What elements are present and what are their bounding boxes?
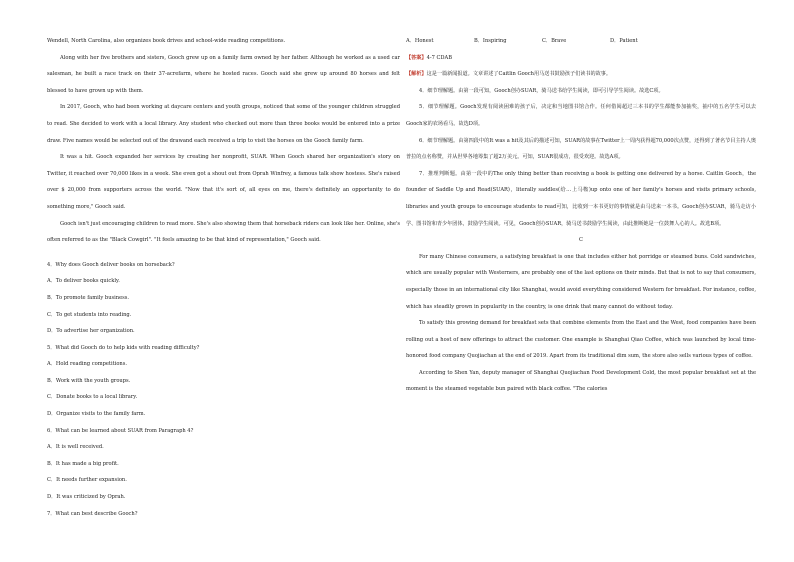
answer-tag: 【答案】 — [406, 54, 427, 61]
analysis-item: 6．细节理解题。由第四段中的It was a hit及其后的描述可知，SUAR的故事在Twitter上一周内获得超70,000次点赞，还得到了著名节目主持人奥普拉的点名称赞，并从世界各地筹集了超2万美元。可知，SUAR很成功，很受欢迎。故选A项。 — [406, 137, 756, 161]
right-column — [406, 33, 756, 398]
question-option: A．It is well received. — [47, 444, 104, 451]
left-column — [47, 33, 400, 522]
passage-paragraph: For many Chinese consumers, a satisfying breakfast is one that includes either hot porridge or steamed buns. Cold sandwiches, which are usually popular with Westerners, are probably one of the last options on their minds. But that is not to say that consumers, especially those in an international city like Shanghai, would avoid everything considered Western for breakfast. For instance, coffee, which has steadily grown in popularity in the country, is one drink that many cannot do without today. — [406, 253, 756, 310]
question-stem: 6．What can be learned about SUAR from Paragraph 4? — [47, 427, 194, 434]
question-option: C．Donate books to a local library. — [47, 394, 138, 401]
question-option: B．It has made a big profit. — [47, 460, 119, 467]
question-option: B．To promote family business. — [47, 294, 130, 301]
analysis-tag: 【解析】 — [406, 71, 427, 78]
question-option: C．Brave — [542, 38, 567, 44]
analysis-item: 4．细节理解题。由第一段可知，Gooch创办SUAR，骑马送书给学生阅读，即可引导学生阅读。故选C项。 — [419, 87, 664, 94]
passage-paragraph: Along with her five brothers and sisters, Gooch grew up on a family farm owned by her father. Although he worked as a used car salesman, he built a race track on their 37-acrefarm, where he hosted races. Gooch said she grew up around 80 horses and felt blessed to have grown up with them. — [47, 54, 400, 94]
section-letter: C — [579, 237, 583, 244]
analysis-item: 5．细节理解题。Gooch发现有阅读困难的孩子后，决定和当地图书馆合作。任何借阅超过三本书的学生都能参加抽奖，抽中的五名学生可以去Gooch家的农场看马。故选D项。 — [406, 104, 756, 127]
question-option: D．Patient — [610, 38, 638, 44]
question-option: B．Inspiring — [474, 38, 507, 44]
question-option: D．It was criticized by Oprah. — [47, 494, 126, 501]
question-option: B．Work with the youth groups. — [47, 377, 131, 384]
question-option: A．Honest — [406, 38, 434, 44]
question-option: A．Hold reading competitions. — [47, 361, 128, 368]
passage-paragraph: To satisfy this growing demand for breakfast sets that combine elements from the East and the West, food companies have been rolling out a host of new offerings to attract the customer. One example is Shanghai Qiao Coffee, which was launched by local time-honored food company Quojiachan at the end of 2019. Apart from its traditional dim sum, the store also sells various types of coffee. — [406, 320, 756, 360]
passage-paragraph: According to Shen Yan, deputy manager of Shanghai Quojiachan Food Development Cold, the most popular breakfast set at the moment is the steamed vegetable bun paired with black coffee. "The calories — [406, 369, 756, 393]
passage-paragraph: Gooch isn't just encouraging children to read more. She's also showing them that horseback riders can look like her. Online, she's often referred to as the "Black Cowgirl". "It feels amazing to be that kind of representation," Gooch said. — [47, 220, 400, 244]
question-option: A．To deliver books quickly. — [47, 278, 120, 285]
question-option: C．It needs further expansion. — [47, 477, 127, 484]
passage-paragraph: Wendell, North Carolina, also organizes book drives and school-wide reading competitions. — [47, 38, 286, 44]
passage-paragraph: It was a hit. Gooch expanded her services by creating her nonprofit, SUAR. When Gooch shared her organization's story on Twitter, it reached over 70,000 likes in a week. She even got a shout out from Oprah Winfrey, a famous talk show hostess. She's raised over $ 20,000 from supporters across the world. "Now that it's sort of, all eyes on me, there's definitely an opportunity to do something more," Gooch said. — [47, 154, 400, 210]
question-stem: 5．What did Gooch do to help kids with reading difficulty? — [47, 344, 200, 351]
question-option: D．To advertise her organization. — [47, 328, 135, 335]
answer-value: 4-7 CDAB — [426, 54, 453, 61]
passage-paragraph: In 2017, Gooch, who had been working at daycare centers and youth groups, noticed that some of the younger children struggled to read. She decided to work with a local library. Any student who checked out more than three books would be entered into a prize draw. Five names would be selected out of the drawand each received a trip to visit the horses on the Gooch family farm. — [47, 104, 400, 144]
question-option: D．Organize visits to the family farm. — [47, 411, 146, 418]
analysis-text: 这是一篇新闻报道。文章讲述了Caitlin Gooch用马送书鼓励孩子们读书的故事。 — [426, 71, 612, 78]
analysis-item: 7．推理判断题。由第一段中的The only thing better than receiving a book is getting one delivered by a horse. Caitlin Gooch，the founder of Saddle Up and Read(SUAR)，literally saddles(给…上马鞍)up onto one of her family's horses and visits primary schools, libraries and youth groups to encourage students to read可知，比收到一本书更好的事情就是由马送来一本书。Gooch创办SUAR，骑马走访小学、图书馆和青少年团体，鼓励学生阅读。可见，Gooch创办SUAR，骑马送书鼓励学生阅读，由此推断她是一位鼓舞人心的人。故选B项。 — [406, 170, 756, 227]
answer-line — [406, 50, 756, 67]
question-stem: 4．Why does Gooch deliver books on horseback? — [47, 261, 175, 268]
q7-options — [406, 33, 756, 50]
question-option: C．To get students into reading. — [47, 311, 132, 318]
analysis-intro — [406, 66, 756, 83]
question-stem: 7．What can best describe Gooch? — [47, 510, 138, 517]
